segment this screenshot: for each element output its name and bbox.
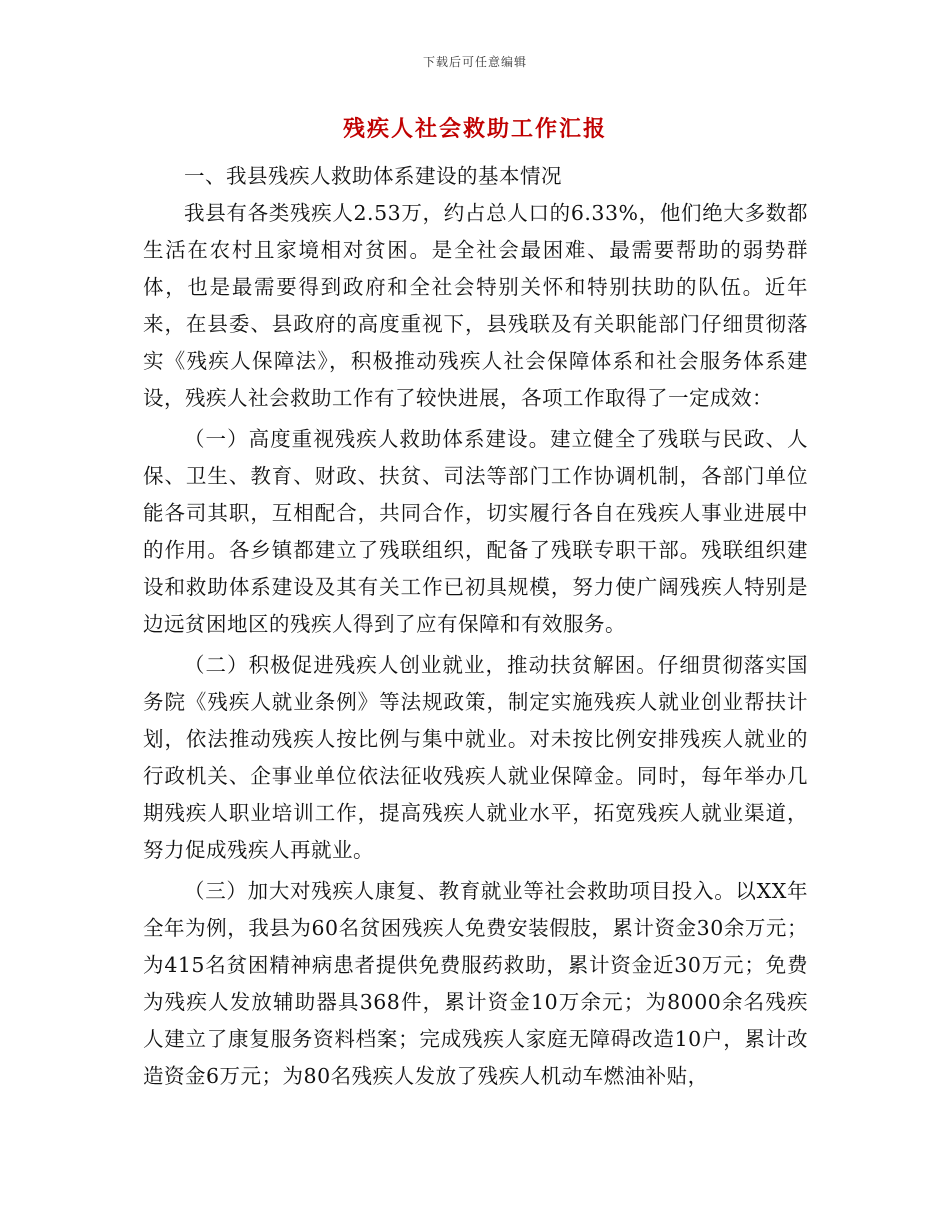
header-note: 下载后可任意编辑 <box>422 55 527 69</box>
paragraph-item-1: （一）高度重视残疾人救助体系建设。建立健全了残联与民政、人保、卫生、教育、财政、扶贫、司法等部门工作协调机制，各部门单位能各司其职，互相配合，共同合作，切实履行各自在残疾人事业进展中的作用。各乡镇都建立了残联组织，配备了残联专职干部。残联组织建设和救助体系建设及其有关工作已初具规模，努力使广阔残疾人特别是边远贫困地区的残疾人得到了应有保障和有效服务。 <box>143 427 808 636</box>
paragraph-overview: 我县有各类残疾人2.53万，约占总人口的6.33%，他们绝大多数都生活在农村且家境相对贫困。是全社会最困难、最需要帮助的弱势群体，也是最需要得到政府和全社会特别关怀和特别扶助的队伍。近年来，在县委、县政府的高度重视下，县残联及有关职能部门仔细贯彻落实《残疾人保障法》，积极推动残疾人社会保障体系和社会服务体系建设，残疾人社会救助工作有了较快进展，各项工作取得了一定成效： <box>143 201 808 410</box>
document-title: 残疾人社会救助工作汇报 <box>342 116 607 142</box>
paragraph-item-2: （二）积极促进残疾人创业就业，推动扶贫解困。仔细贯彻落实国务院《残疾人就业条例》等法规政策，制定实施残疾人就业创业帮扶计划，依法推动残疾人按比例与集中就业。对未按比例安排残疾人就业的行政机关、企事业单位依法征收残疾人就业保障金。同时，每年举办几期残疾人职业培训工作，提高残疾人就业水平，拓宽残疾人就业渠道，努力促成残疾人再就业。 <box>143 653 808 862</box>
paragraph-item-3: （三）加大对残疾人康复、教育就业等社会救助项目投入。以XX年全年为例，我县为60名贫困残疾人免费安装假肢，累计资金30余万元；为415名贫困精神病患者提供免费服药救助，累计资金近30万元；免费为残疾人发放辅助器具368件，累计资金10万余元；为8000余名残疾人建立了康复服务资料档案；完成残疾人家庭无障碍改造10户，累计改造资金6万元；为80名残疾人发放了残疾人机动车燃油补贴， <box>143 879 808 1088</box>
document-body <box>143 158 808 1095</box>
section-heading: 一、我县残疾人救助体系建设的基本情况 <box>184 164 562 188</box>
